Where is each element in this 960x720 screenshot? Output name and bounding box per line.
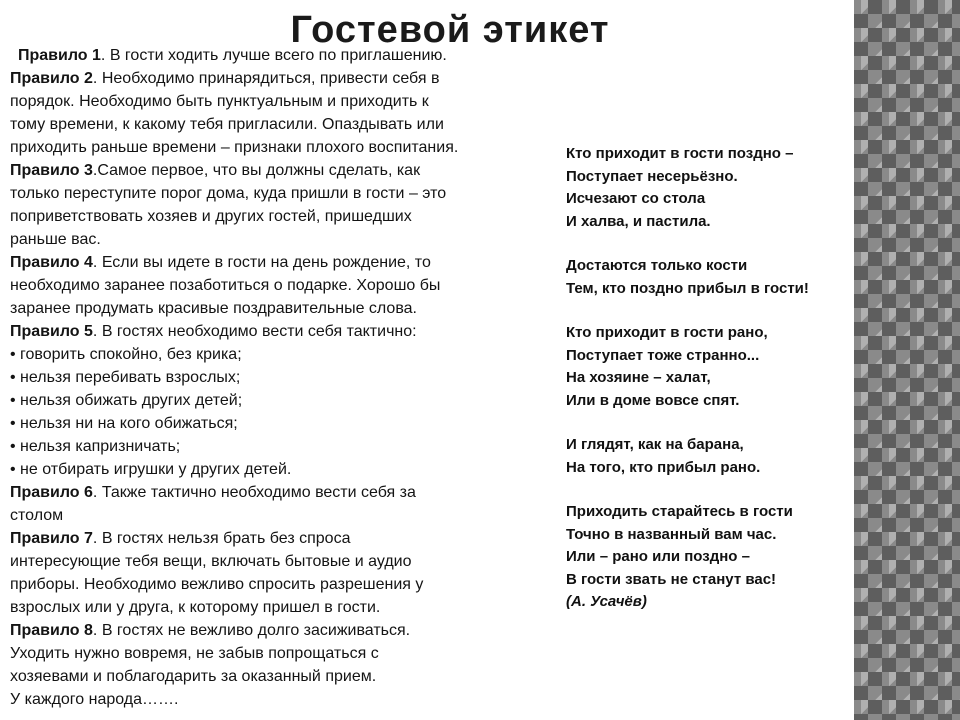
rule-text: хозяевами и поблагодарить за оказанный прием. xyxy=(10,668,377,685)
rule-line xyxy=(10,159,540,182)
rule-line xyxy=(10,435,540,458)
rule-label: Правило 5 xyxy=(10,323,93,340)
rule-text: • говорить спокойно, без крика; xyxy=(10,346,242,363)
rule-line xyxy=(10,136,540,159)
rule-label: Правило 1 xyxy=(18,47,101,64)
poem-line: Исчезают со стола xyxy=(566,190,706,207)
poem-block xyxy=(566,143,866,614)
rule-label: Правило 7 xyxy=(10,530,93,547)
rule-text: только переступите порог дома, куда пришли в гости – это xyxy=(10,185,447,202)
rule-text: . Если вы идете в гости на день рождение, то xyxy=(92,254,431,271)
rule-text: порядок. Необходимо быть пунктуальным и приходить к xyxy=(10,93,429,110)
rule-line xyxy=(10,274,540,297)
poem-line: Достаются только кости xyxy=(566,257,748,274)
rule-line xyxy=(10,596,540,619)
rule-text: раньше вас. xyxy=(10,231,101,248)
rule-label: Правило 8 xyxy=(10,622,93,639)
decorative-pattern-strip xyxy=(854,0,960,720)
rule-text: тому времени, к какому тебя пригласили. Опаздывать или xyxy=(10,116,444,133)
rule-line xyxy=(10,688,540,711)
poem-stanza xyxy=(566,143,866,233)
rule-text: Уходить нужно вовремя, не забыв попрощаться с xyxy=(10,645,379,662)
poem-line: Кто приходит в гости поздно – xyxy=(566,145,794,162)
rule-line xyxy=(10,642,540,665)
poem-stanza xyxy=(566,501,866,614)
rule-line xyxy=(10,44,540,67)
rule-label: Правило 6 xyxy=(10,484,93,501)
rule-text: взрослых или у друга, к которому пришел в гости. xyxy=(10,599,381,616)
rule-text: приборы. Необходимо вежливо спросить разрешения у xyxy=(10,576,424,593)
poem-line: На хозяине – халат, xyxy=(566,369,711,386)
rule-line xyxy=(10,619,540,642)
rule-line xyxy=(10,527,540,550)
poem-line: Или в доме вовсе спят. xyxy=(566,391,740,409)
rule-text: . Также тактично необходимо вести себя за xyxy=(92,484,416,501)
poem-line: Точно в названный вам час. xyxy=(566,525,777,543)
rule-text: . В гостях не вежливо долго засиживаться. xyxy=(92,622,411,639)
rule-line xyxy=(10,504,540,527)
rule-text: . В гостях нельзя брать без спроса xyxy=(92,530,351,547)
rule-text: необходимо заранее позаботиться о подарке. Хорошо бы xyxy=(10,277,441,294)
poem-line: И халва, и пастила. xyxy=(566,212,711,230)
rule-line xyxy=(10,550,540,573)
rule-text: . В гости ходить лучше всего по приглашению. xyxy=(100,47,447,64)
page-title: Гостевой этикет xyxy=(290,9,610,51)
rule-line xyxy=(10,67,540,90)
rule-line xyxy=(10,297,540,320)
rule-text: приходить раньше времени – признаки плохого воспитания. xyxy=(10,139,459,156)
poem-stanza xyxy=(566,255,866,300)
poem-line: Поступает несерьёзно. xyxy=(566,167,738,185)
rules-text-block xyxy=(10,44,540,711)
rule-line xyxy=(10,320,540,343)
rule-text: • нельзя капризничать; xyxy=(10,438,181,455)
poem-stanza xyxy=(566,434,866,479)
rule-line xyxy=(10,343,540,366)
rule-line xyxy=(10,412,540,435)
poem-line: Или – рано или поздно – xyxy=(566,548,750,565)
poem-line: И глядят, как на барана, xyxy=(566,436,744,453)
rule-line xyxy=(10,113,540,136)
rule-text: поприветствовать хозяев и других гостей, пришедших xyxy=(10,208,412,225)
poem-line: На того, кто прибыл рано. xyxy=(566,458,761,476)
rule-line xyxy=(10,251,540,274)
rule-line xyxy=(10,458,540,481)
rule-line xyxy=(10,90,540,113)
rule-line xyxy=(10,228,540,251)
rule-text: . Необходимо принарядиться, привести себя в xyxy=(92,70,440,87)
rule-line xyxy=(10,205,540,228)
rule-text: У каждого народа……. xyxy=(10,691,179,708)
rule-text: • нельзя обижать других детей; xyxy=(10,392,243,409)
poem-line: В гости звать не станут вас! xyxy=(566,570,777,588)
poem-author: (А. Усачёв) xyxy=(566,593,647,610)
rule-text: . В гостях необходимо вести себя тактично: xyxy=(92,323,417,340)
rule-text: .Самое первое, что вы должны сделать, как xyxy=(92,162,421,179)
rule-line xyxy=(10,665,540,688)
rule-text: • не отбирать игрушки у других детей. xyxy=(10,461,292,478)
rule-text: • нельзя ни на кого обижаться; xyxy=(10,415,238,432)
rule-text: заранее продумать красивые поздравительные слова. xyxy=(10,300,417,317)
rule-text: столом xyxy=(10,507,64,524)
rule-text: • нельзя перебивать взрослых; xyxy=(10,369,241,386)
poem-line: Приходить старайтесь в гости xyxy=(566,503,793,520)
poem-line: Тем, кто поздно прибыл в гости! xyxy=(566,279,809,297)
rule-line xyxy=(10,481,540,504)
rule-label: Правило 2 xyxy=(10,70,93,87)
rule-text: интересующие тебя вещи, включать бытовые и аудио xyxy=(10,553,412,570)
poem-line: Кто приходит в гости рано, xyxy=(566,324,768,341)
rule-line xyxy=(10,182,540,205)
rule-line xyxy=(10,573,540,596)
poem-stanza xyxy=(566,322,866,412)
rule-line xyxy=(10,389,540,412)
rule-line xyxy=(10,366,540,389)
poem-line: Поступает тоже странно... xyxy=(566,346,760,364)
rule-label: Правило 3 xyxy=(10,162,93,179)
rule-label: Правило 4 xyxy=(10,254,93,271)
